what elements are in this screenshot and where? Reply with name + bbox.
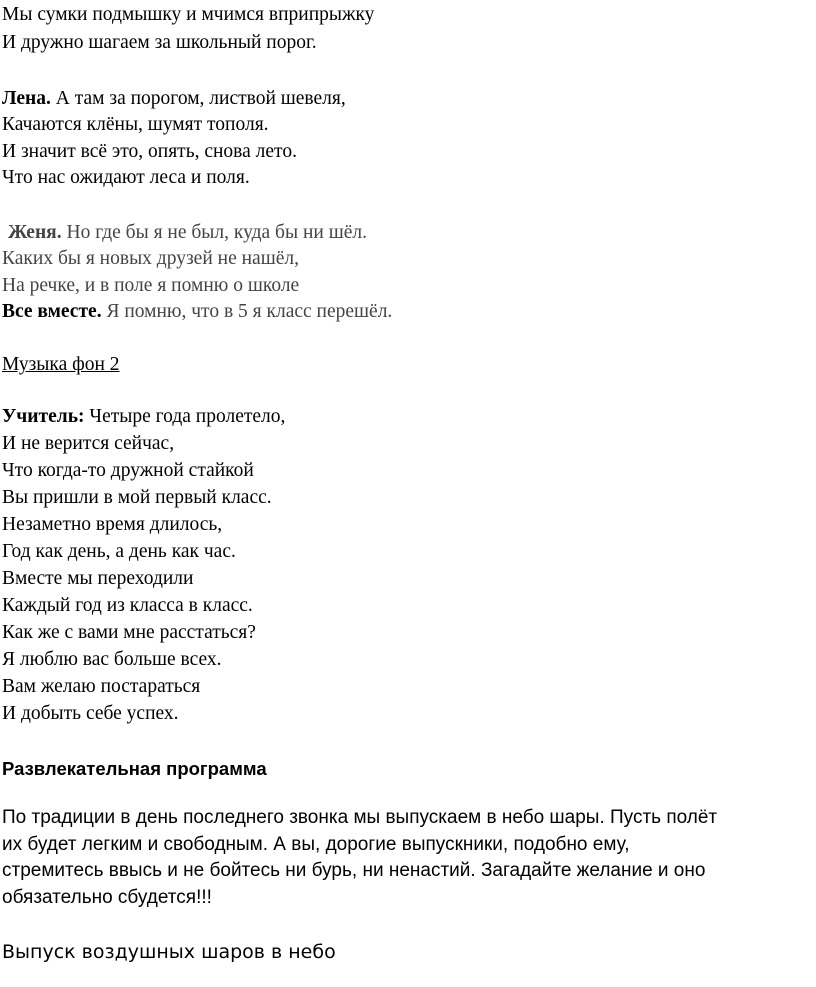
teacher-line-9: Как же с вами мне расстаться? bbox=[2, 622, 256, 643]
teacher-first-line: Четыре года пролетело, bbox=[84, 406, 286, 427]
teacher-line-5: Незаметно время длилось, bbox=[2, 514, 223, 535]
zhenya-first-line: Но где бы я не был, куда бы ни шёл. bbox=[61, 222, 367, 243]
teacher-line-6: Год как день, а день как час. bbox=[2, 541, 236, 562]
lena-line-2: Качаются клёны, шумят тополя. bbox=[2, 114, 269, 135]
teacher-line-7: Вместе мы переходили bbox=[2, 568, 194, 589]
paragraph-line-2: их будет легким и свободным. А вы, дорогие выпускники, подобно ему, bbox=[2, 834, 630, 855]
paragraph-line-1: По традиции в день последнего звонка мы выпускаем в небо шары. Пусть полёт bbox=[2, 807, 718, 828]
intro-line-2: И дружно шагаем за школьный порог. bbox=[2, 32, 317, 53]
all-line bbox=[2, 299, 392, 325]
final-cue: Выпуск воздушных шаров в небо bbox=[2, 941, 336, 963]
teacher-line-12: И добыть себе успех. bbox=[2, 703, 179, 724]
paragraph-line-3: стремитесь ввысь и не бойтесь ни бурь, ни ненастий. Загадайте желание и оно bbox=[2, 860, 706, 881]
zhenya-line-2: Каких бы я новых друзей не нашёл, bbox=[2, 248, 299, 269]
teacher-line-4: Вы пришли в мой первый класс. bbox=[2, 487, 272, 508]
teacher-line-3: Что когда-то дружной стайкой bbox=[2, 460, 254, 481]
section-heading: Развлекательная программа bbox=[2, 758, 267, 779]
lena-line-3: И значит всё это, опять, снова лето. bbox=[2, 141, 297, 162]
teacher-line-2: И не верится сейчас, bbox=[2, 433, 175, 454]
zhenya-line-1 bbox=[8, 220, 367, 246]
speaker-all: Все вместе. bbox=[2, 301, 102, 322]
speaker-zhenya: Женя. bbox=[8, 222, 62, 243]
teacher-line-10: Я люблю вас больше всех. bbox=[2, 649, 222, 670]
lena-line-4: Что нас ожидают леса и поля. bbox=[2, 167, 250, 188]
teacher-line-8: Каждый год из класса в класс. bbox=[2, 595, 253, 616]
music-cue: Музыка фон 2 bbox=[2, 354, 120, 375]
speaker-teacher: Учитель: bbox=[2, 406, 85, 427]
speaker-lena: Лена. bbox=[2, 88, 51, 109]
teacher-line-1 bbox=[2, 404, 285, 430]
lena-first-line: А там за порогом, листвой шевеля, bbox=[50, 88, 346, 109]
intro-line-1: Мы сумки подмышку и мчимся вприпрыжку bbox=[2, 4, 375, 25]
paragraph-line-4: обязательно сбудется!!! bbox=[2, 887, 212, 908]
lena-line-1 bbox=[2, 86, 346, 112]
zhenya-line-3: На речке, и в поле я помню о школе bbox=[2, 275, 300, 296]
all-line-text: Я помню, что в 5 я класс перешёл. bbox=[101, 301, 393, 322]
teacher-line-11: Вам желаю постараться bbox=[2, 676, 201, 697]
